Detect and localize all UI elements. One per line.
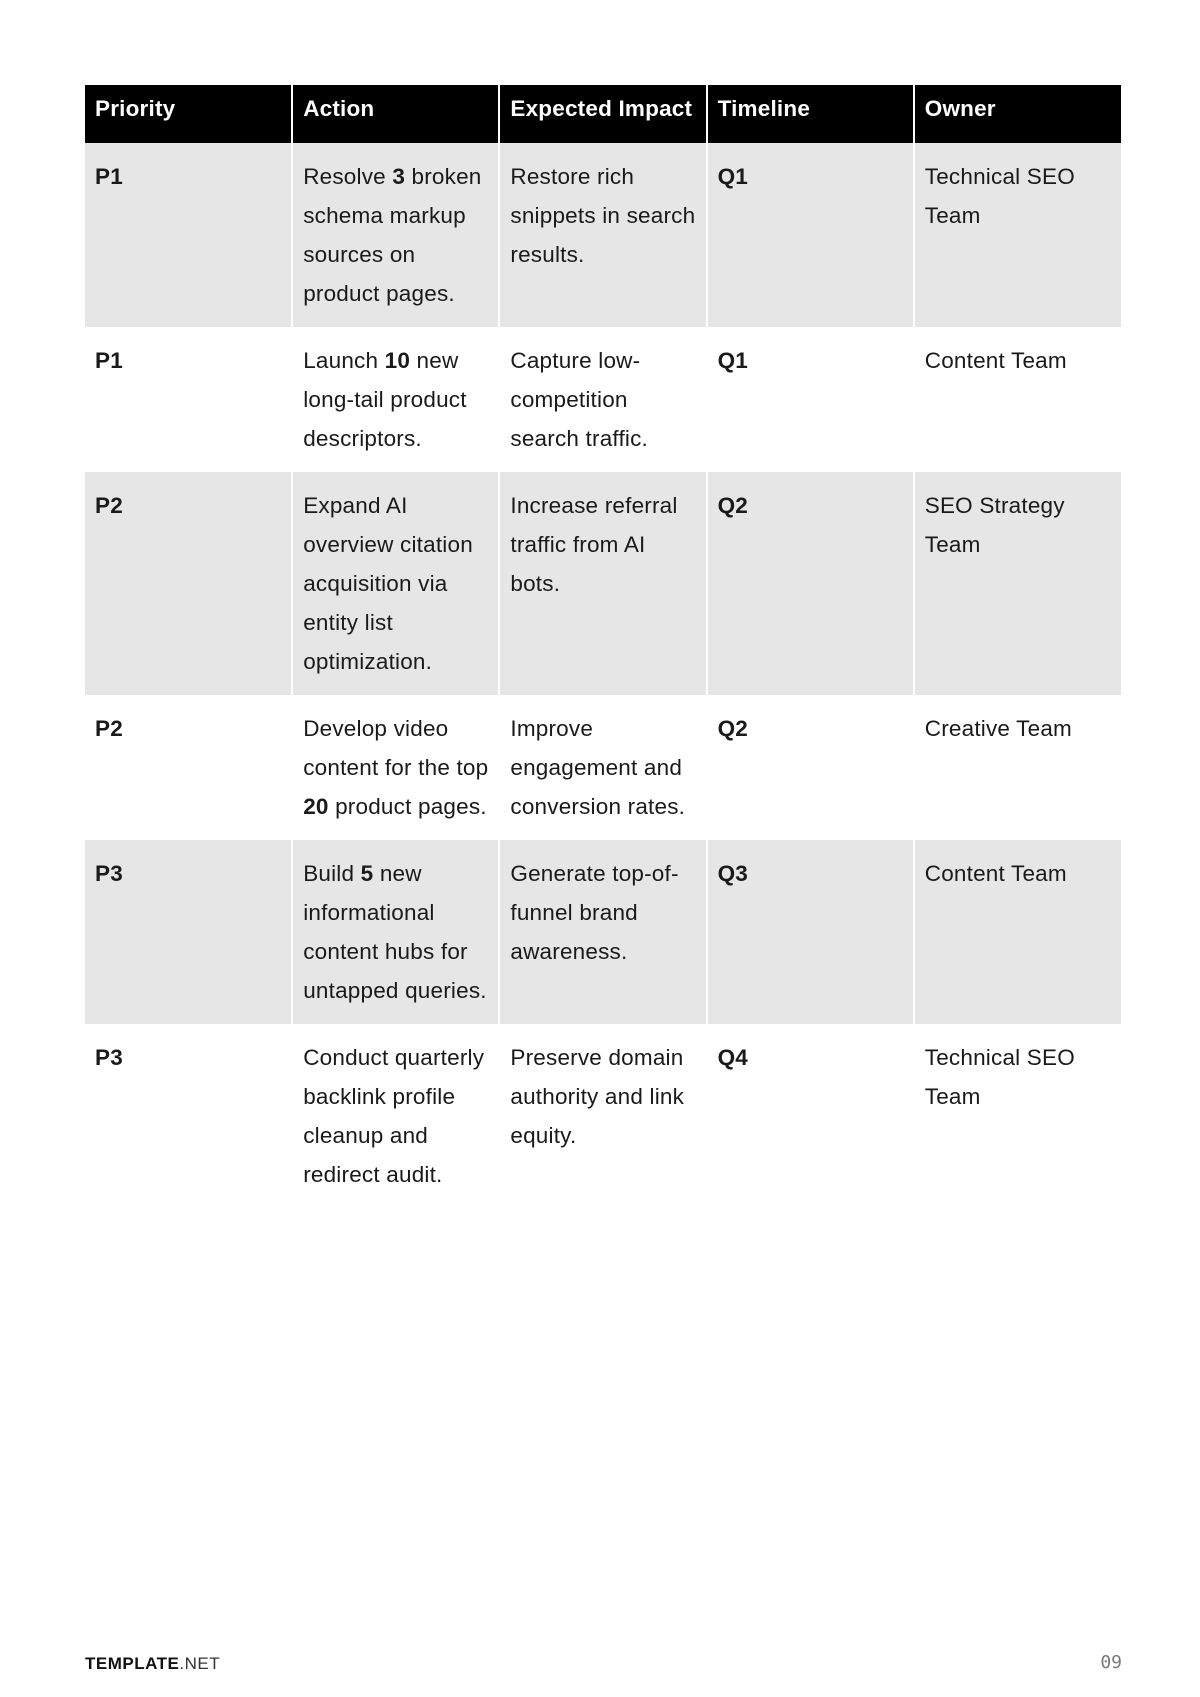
owner-cell: SEO Strategy Team (914, 472, 1121, 695)
header-timeline: Timeline (707, 85, 914, 143)
table-header (85, 85, 1121, 143)
impact-cell: Increase referral traffic from AI bots. (499, 472, 706, 695)
header-owner: Owner (914, 85, 1121, 143)
footer-brand-logo (85, 1654, 220, 1674)
priority-cell: P3 (85, 840, 292, 1024)
priority-cell: P3 (85, 1024, 292, 1208)
action-plan-table (85, 85, 1121, 1208)
table-row (85, 327, 1121, 472)
owner-cell: Content Team (914, 840, 1121, 1024)
owner-cell: Technical SEO Team (914, 1024, 1121, 1208)
timeline-cell: Q2 (707, 472, 914, 695)
timeline-cell: Q4 (707, 1024, 914, 1208)
impact-cell: Generate top-of-funnel brand awareness. (499, 840, 706, 1024)
action-cell: Launch 10 new long-tail product descriptors. (292, 327, 499, 472)
bold-number: 5 (360, 861, 374, 886)
header-row (85, 85, 1121, 143)
bold-number: 3 (392, 164, 406, 189)
timeline-cell: Q2 (707, 695, 914, 840)
table-row (85, 1024, 1121, 1208)
action-cell: Build 5 new informational content hubs for untapped queries. (292, 840, 499, 1024)
owner-cell: Technical SEO Team (914, 143, 1121, 327)
action-cell: Develop video content for the top 20 product pages. (292, 695, 499, 840)
header-expected-impact: Expected Impact (499, 85, 706, 143)
table-row (85, 840, 1121, 1024)
priority-cell: P2 (85, 695, 292, 840)
priority-cell: P1 (85, 143, 292, 327)
impact-cell: Preserve domain authority and link equity. (499, 1024, 706, 1208)
timeline-cell: Q1 (707, 327, 914, 472)
table-row (85, 695, 1121, 840)
timeline-cell: Q1 (707, 143, 914, 327)
owner-cell: Creative Team (914, 695, 1121, 840)
priority-cell: P1 (85, 327, 292, 472)
header-priority: Priority (85, 85, 292, 143)
brand-suffix: .NET (179, 1654, 221, 1673)
action-cell: Conduct quarterly backlink profile cleanup and redirect audit. (292, 1024, 499, 1208)
table-row (85, 472, 1121, 695)
priority-cell: P2 (85, 472, 292, 695)
table-row (85, 143, 1121, 327)
header-action: Action (292, 85, 499, 143)
bold-number: 20 (303, 794, 329, 819)
bold-number: 10 (384, 348, 411, 373)
impact-cell: Improve engagement and conversion rates. (499, 695, 706, 840)
timeline-cell: Q3 (707, 840, 914, 1024)
page-number: 09 (1100, 1652, 1122, 1673)
owner-cell: Content Team (914, 327, 1121, 472)
action-cell: Resolve 3 broken schema markup sources on product pages. (292, 143, 499, 327)
table-body (85, 143, 1121, 1208)
impact-cell: Restore rich snippets in search results. (499, 143, 706, 327)
impact-cell: Capture low-competition search traffic. (499, 327, 706, 472)
action-cell: Expand AI overview citation acquisition via entity list optimization. (292, 472, 499, 695)
brand-name: TEMPLATE (85, 1654, 180, 1673)
